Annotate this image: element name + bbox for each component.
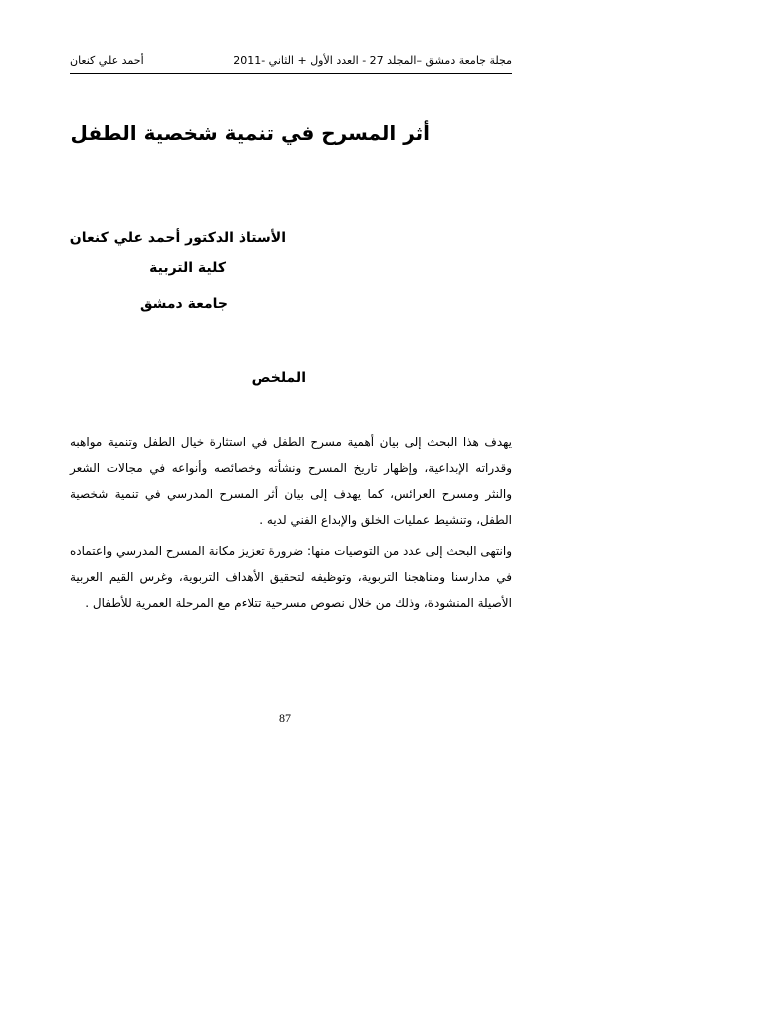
abstract-heading: الملخص (251, 370, 306, 386)
abstract-paragraph: يهدف هذا البحث إلى بيان أهمية مسرح الطفل في استثارة خيال الطفل وتنمية مواهبه وقدراته الإبداعية، وإظهار تاريخ المسرح ونشأته وخصائصه وأنواعه في مجالات الشعر والنثر ومسرح العرائس، كما يهدف إلى بيان أثر المسرح المدرسي في تنمية شخصية الطفل، وتنشيط عمليات الخلق والإبداع الفني لديه . (70, 435, 512, 527)
author-name: الأستاذ الدكتور أحمد علي كنعان (69, 230, 286, 246)
header-author: أحمد علي كنعان (70, 54, 144, 67)
running-header (70, 52, 512, 72)
author-faculty: كلية التربية (149, 260, 226, 276)
author-university: جامعة دمشق (140, 296, 228, 312)
abstract-paragraph: وانتهى البحث إلى عدد من التوصيات منها: ضرورة تعزيز مكانة المسرح المدرسي واعتماده في مدارسنا ومناهجنا التربوية، وتوظيفه لتحقيق الأهداف التربوية، وغرس القيم العربية الأصيلة المنشودة، وذلك من خلال نصوص مسرحية تتلاءم مع المرحلة العمرية للأطفال . (70, 544, 512, 610)
page-number: 87 (279, 711, 291, 725)
paper-title: أثر المسرح في تنمية شخصية الطفل (70, 121, 430, 145)
header-rule (70, 73, 512, 74)
journal-citation: مجلة جامعة دمشق –المجلد 27 - العدد الأول + الثاني -2011 (233, 54, 512, 67)
